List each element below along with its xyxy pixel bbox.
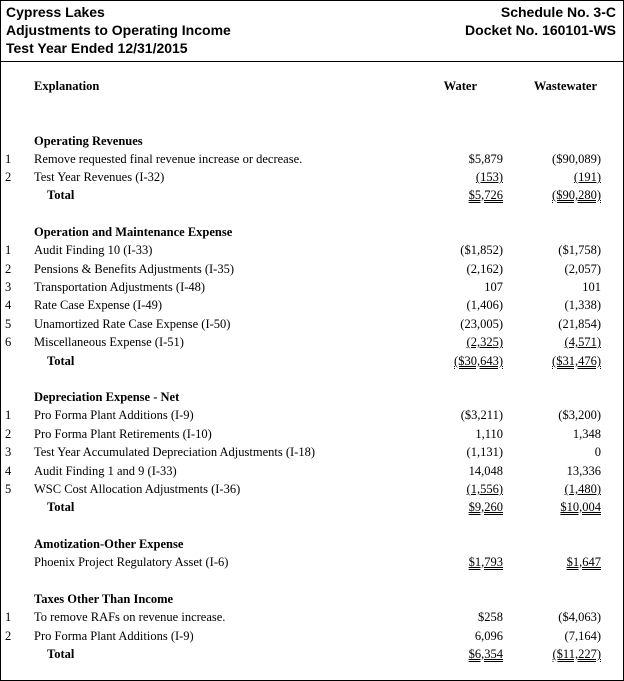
water-value: (1,131) [466,445,503,459]
section-title: Operating Revenues [34,134,143,148]
water-value: 6,096 [474,629,503,643]
water-value: ($3,211) [460,408,503,422]
schedule-number: Schedule No. 3-C [500,4,616,20]
column-header-water: Water [443,79,477,93]
wastewater-total: ($11,227) [552,647,601,661]
section-title: Operation and Maintenance Expense [34,225,233,239]
row-label: Audit Finding 10 (I-33) [34,243,153,257]
row-number: 2 [5,629,12,643]
row-number: 2 [5,262,12,276]
total-label: Total [47,354,75,368]
total-label: Total [47,647,75,661]
row-label: Pro Forma Plant Retirements (I-10) [34,427,212,441]
wastewater-value: 101 [582,280,601,294]
test-year-period: Test Year Ended 12/31/2015 [6,40,188,56]
row-label: Rate Case Expense (I-49) [34,298,163,312]
row-number: 1 [5,152,12,166]
water-value: (2,162) [466,262,503,276]
row-number: 4 [5,464,12,478]
row-number: 6 [5,335,12,349]
row-number: 3 [5,280,12,294]
row-number: 3 [5,445,12,459]
wastewater-value: $1,647 [566,555,601,569]
row-number: 2 [5,170,12,184]
row-number: 1 [5,408,12,422]
wastewater-value: (7,164) [564,629,601,643]
row-number: 4 [5,298,12,312]
wastewater-total: ($90,280) [552,188,601,202]
wastewater-value: (1,338) [564,298,601,312]
wastewater-value: (21,854) [558,317,601,331]
wastewater-value: 0 [594,445,601,459]
water-total: $6,354 [468,647,503,661]
row-label: Remove requested final revenue increase or decrease. [34,152,303,166]
row-number: 1 [5,610,12,624]
wastewater-value: (191) [573,170,601,184]
row-number: 5 [5,317,12,331]
wastewater-value: (4,571) [564,335,601,349]
row-number: 1 [5,243,12,257]
header-divider [1,61,623,62]
wastewater-total: $10,004 [560,500,601,514]
water-value: $258 [478,610,503,624]
schedule-title: Adjustments to Operating Income [6,22,231,38]
section-title: Amotization-Other Expense [34,537,184,551]
row-label: Test Year Accumulated Depreciation Adjustments (I-18) [34,445,315,459]
row-label: Pensions & Benefits Adjustments (I-35) [34,262,234,276]
wastewater-value: ($4,063) [558,610,601,624]
total-label: Total [47,188,75,202]
company-name: Cypress Lakes [6,4,105,20]
row-label: WSC Cost Allocation Adjustments (I-36) [34,482,241,496]
water-value: ($1,852) [460,243,503,257]
water-total: $9,260 [468,500,503,514]
row-label: Pro Forma Plant Additions (I-9) [34,629,194,643]
wastewater-value: (1,480) [564,482,601,496]
water-value: $1,793 [468,555,503,569]
water-value: (23,005) [460,317,503,331]
water-total: $5,726 [468,188,503,202]
row-label: Miscellaneous Expense (I-51) [34,335,184,349]
row-label: Unamortized Rate Case Expense (I-50) [34,317,231,331]
row-label: Pro Forma Plant Additions (I-9) [34,408,194,422]
water-value: (1,406) [466,298,503,312]
wastewater-value: ($1,758) [558,243,601,257]
row-number: 5 [5,482,12,496]
wastewater-value: (2,057) [564,262,601,276]
water-total: ($30,643) [454,354,503,368]
docket-number: Docket No. 160101-WS [465,22,616,38]
total-label: Total [47,500,75,514]
wastewater-value: ($90,089) [552,152,601,166]
row-label: To remove RAFs on revenue increase. [34,610,226,624]
wastewater-value: 13,336 [566,464,601,478]
column-header-wastewater: Wastewater [533,79,597,93]
wastewater-value: 1,348 [572,427,601,441]
row-label: Transportation Adjustments (I-48) [34,280,206,294]
row-label: Test Year Revenues (I-32) [34,170,165,184]
section-title: Taxes Other Than Income [34,592,174,606]
column-header-explanation: Explanation [34,79,100,93]
wastewater-value: ($3,200) [558,408,601,422]
water-value: (2,325) [466,335,503,349]
water-value: 14,048 [468,464,503,478]
row-number: 2 [5,427,12,441]
water-value: (1,556) [466,482,503,496]
wastewater-total: ($31,476) [552,354,601,368]
water-value: 1,110 [475,427,503,441]
water-value: (153) [475,170,503,184]
row-label: Phoenix Project Regulatory Asset (I-6) [34,555,229,569]
water-value: 107 [484,280,503,294]
row-label: Audit Finding 1 and 9 (I-33) [34,464,177,478]
water-value: $5,879 [468,152,503,166]
section-title: Depreciation Expense - Net [34,390,180,404]
